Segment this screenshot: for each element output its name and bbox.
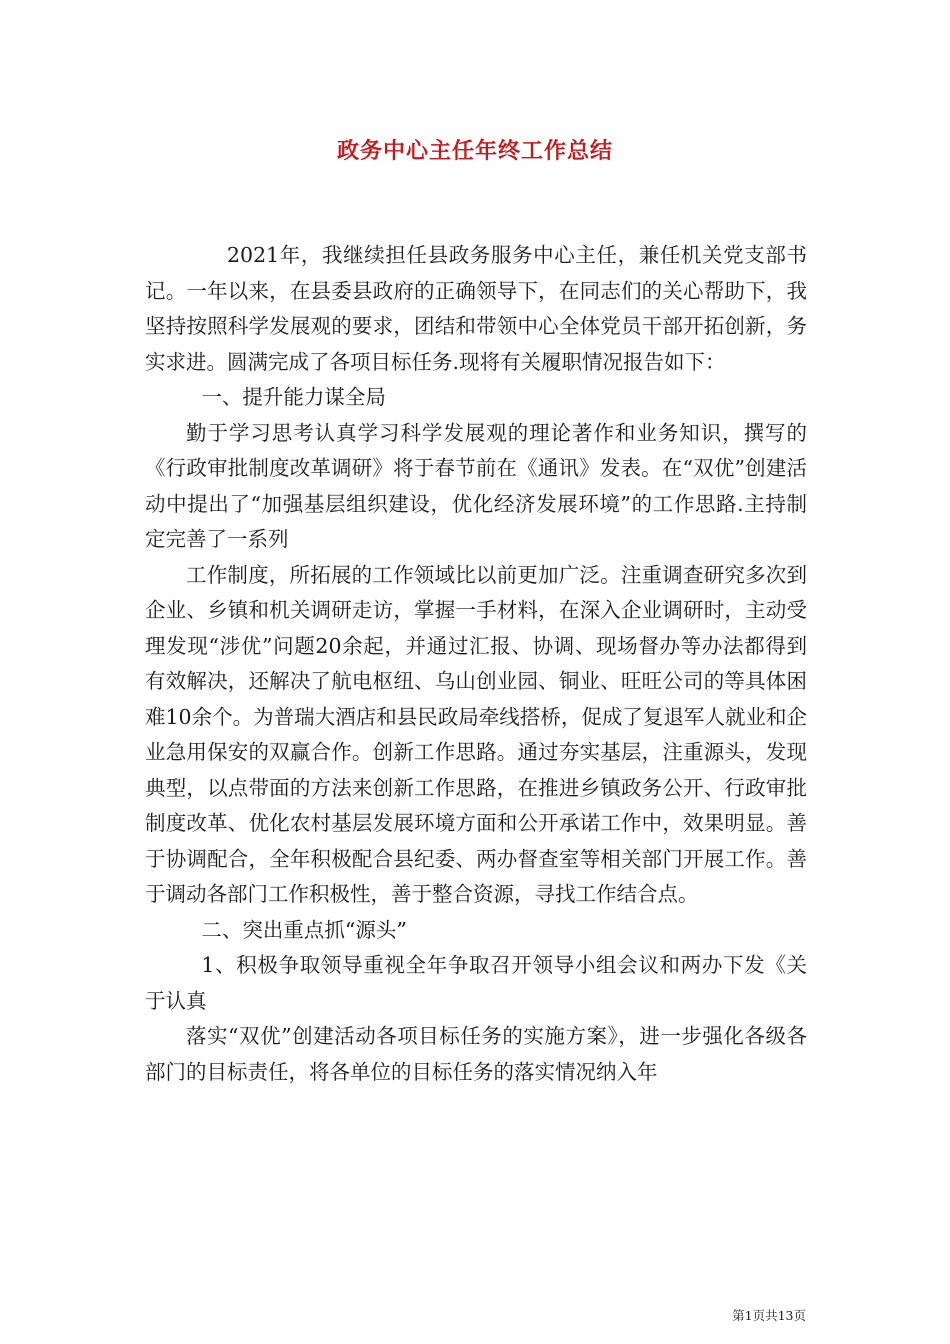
document-title: 政务中心主任年终工作总结 [336, 138, 613, 164]
section-heading-1: 一、提升能力谋全局 [201, 385, 386, 409]
paragraph: 勤于学习思考认真学习科学发展观的理论著作和业务知识，撰写的《行政审批制度改革调研》将于春节前在《通讯》发表。在“双优”创建活动中提出了“加强基层组织建设，优化经济发展环境”的工作思路.主持制定完善了一系列 [145, 420, 807, 551]
paragraph-intro: 2021年，我继续担任县政务服务中心主任，兼任机关党支部书记。一年以来，在县委县政府的正确领导下，在同志们的关心帮助下，我坚持按照科学发展观的要求，团结和带领中心全体党员干部开拓创新，务实求进。圆满完成了各项目标任务.现将有关履职情况报告如下： [145, 243, 807, 374]
list-item: 1、积极争取领导重视全年争取召开领导小组会议和两办下发《关于认真 [145, 953, 807, 1013]
paragraph: 落实“双优”创建活动各项目标任务的实施方案》，进一步强化各级各部门的目标责任，将各单位的目标任务的落实情况纳入年 [145, 1024, 807, 1084]
paragraph: 工作制度，所拓展的工作领域比以前更加广泛。注重调查研究多次到企业、乡镇和机关调研走访，掌握一手材料，在深入企业调研时，主动受理发现“涉优”问题20余起，并通过汇报、协调、现场督办等办法都得到有效解决，还解决了航电枢纽、乌山创业园、铜业、旺旺公司的等具体困难10余个。为普瑞大酒店和县民政局牵线搭桥，促成了复退军人就业和企业急用保安的双赢合作。创新工作思路。通过夯实基层，注重源头，发现典型，以点带面的方法来创新工作思路，在推进乡镇政务公开、行政审批制度改革、优化农村基层发展环境方面和公开承诺工作中，效果明显。善于协调配合，全年积极配合县纪委、两办督查室等相关部门开展工作。善于调动各部门工作积极性，善于整合资源，寻找工作结合点。 [145, 562, 807, 906]
page-footer: 第1页共13页 [732, 1308, 806, 1323]
document-body [145, 238, 807, 1090]
section-heading-2: 二、突出重点抓“源头” [201, 917, 407, 942]
